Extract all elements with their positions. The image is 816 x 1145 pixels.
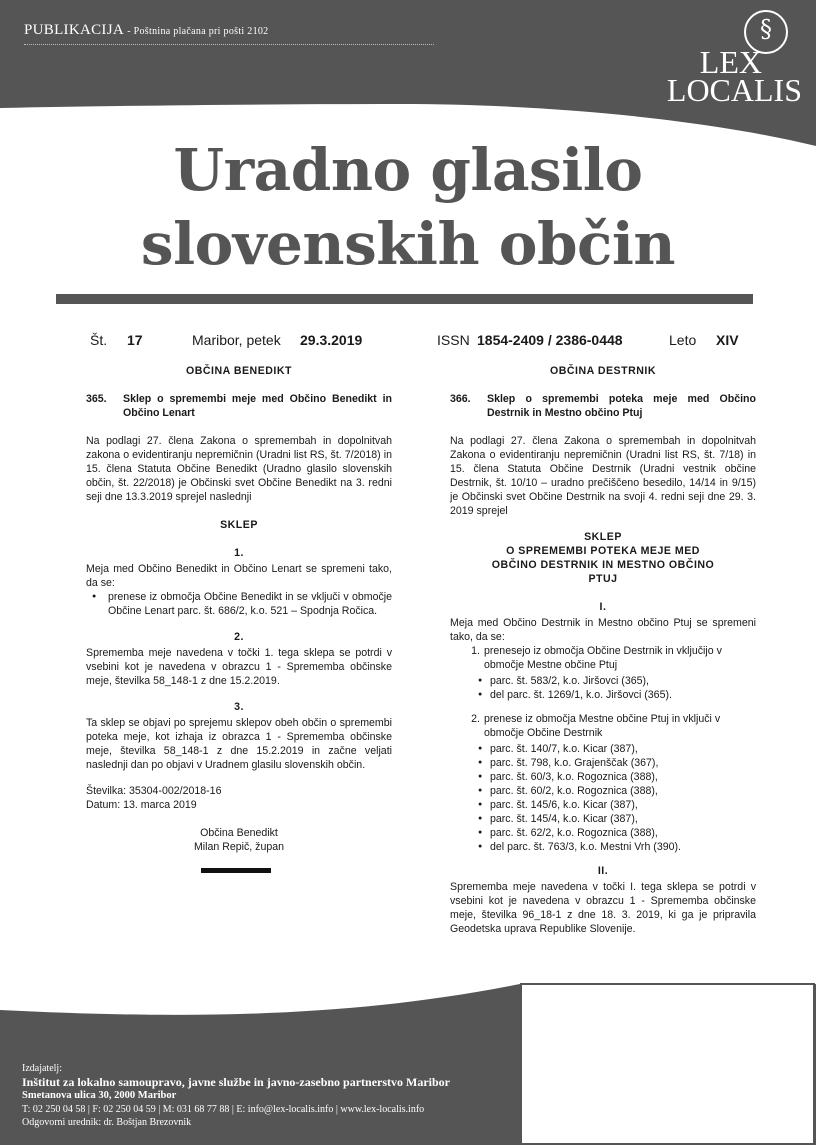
logo-text-lex: LEX [699,44,762,80]
parcel-list [450,742,756,854]
end-of-act-bar [201,868,271,873]
section-number: 3. [234,701,244,713]
left-column [86,364,392,873]
parcel-item: ● del parc. št. 1269/1, k.o. Jiršovci (365). [450,688,756,702]
numbered-list [450,644,756,672]
year-label: Leto [669,332,697,348]
signature-name: Milan Repič, župan [193,841,285,853]
publisher-contacts: T: 02 250 04 58 | F: 02 250 04 59 | M: 031 68 77 88 | E: info@lex-localis.info | www.lex-localis.info [22,1103,425,1115]
list-item [450,644,756,672]
parcel-item: ● parc. št. 140/7, k.o. Kicar (387), [450,742,756,756]
parcel-item: ● parc. št. 60/2, k.o. Rogoznica (388), [450,784,756,798]
parcel-item: ● del parc. št. 763/3, k.o. Mestni Vrh (390). [450,840,756,854]
section-number: 2. [234,631,244,643]
publisher-address: Smetanova ulica 30, 2000 Maribor [22,1090,177,1101]
section-number: I. [599,601,607,613]
footer-publisher-block [22,1062,450,1130]
bullet-list [86,590,392,618]
postage-note: - Poštnina plačana pri pošti 2102 [127,26,269,37]
list-item: ● prenese iz območja Občine Benedikt in se vključi v območje Občine Lenart parc. št. 686/2, k.o. 521 – Spodnja Ročica. [86,590,392,618]
document-number: Številka: 35304-002/2018-16 [86,785,222,797]
masthead-title-line2: slovenskih občin [140,210,676,278]
decision-heading: SKLEP [584,531,622,543]
act-title: Sklep o spremembi poteka meje med Občino Destrnik in Mestno občino Ptuj [487,393,756,419]
section-number: II. [597,865,609,877]
list-item [450,712,756,740]
parcel-item: ● parc. št. 583/2, k.o. Jiršovci (365), [450,674,756,688]
issue-number: 17 [127,332,143,348]
masthead-title-line1: Uradno glasilo [173,136,643,204]
issue-st-label: Št. [90,332,108,348]
title-rule [56,294,753,304]
responsible-editor: Odgovorni urednik: dr. Boštjan Brezovnik [22,1117,192,1128]
issue-place-day: Maribor, petek [192,332,281,348]
act-title-block [86,392,392,420]
footer-blank-box [520,983,815,1145]
act-title: Sklep o spremembi meje med Občino Benedikt in Občino Lenart [123,393,392,419]
signature-org: Občina Benedikt [200,827,278,839]
header-dotted-rule [24,44,434,45]
section-text: Meja med Občino Benedikt in Občino Lenart se spremeni tako, da se: [86,563,392,589]
parcel-item: ● parc. št. 145/4, k.o. Kicar (387), [450,812,756,826]
preamble: Na podlagi 27. člena Zakona o spremembah in dopolnitvah Zakona o evidentiranju nepremičnin (Uradni list RS, št. 7/18) in 15. člena Statuta Občine Destrnik (Uradni vestnik občine Destrnik, št. 10/10 – uradno prečiščeno besedilo, 14/14 in 9/15) je Občinski svet Občine Destrnik na svoji 4. redni seji dne 29. 3. 2019 sprejel [450,435,756,517]
year-value: XIV [716,332,739,348]
parcel-item: ● parc. št. 798, k.o. Grajenščak (367), [450,756,756,770]
item-text: prenesejo iz območja Občine Destrnik in vključijo v območje Mestne občine Ptuj [484,645,722,671]
decision-heading: SKLEP [220,519,258,531]
act-number: 366. [450,393,471,405]
item-text: prenese iz območja Mestne občine Ptuj in vključi v območje Občine Destrnik [484,713,721,739]
numbered-list [450,712,756,740]
preamble: Na podlagi 27. člena Zakona o spremembah in dopolnitvah zakona o evidentiranju nepremičnin (Uradni list RS, št. 7/2018) in 15. člena Statuta Občine Benedikt (Uradno glasilo slovenskih občin, št. 22/2018) je Občinski svet Občine Benedikt na 3. redni seji dne 13.3.2019 sprejel naslednji [86,435,392,503]
municipality-heading: OBČINA BENEDIKT [186,365,292,377]
publication-label: PUBLIKACIJA [24,22,124,38]
parcel-item: ● parc. št. 60/3, k.o. Rogoznica (388), [450,770,756,784]
section-sign-icon: § [760,15,772,43]
right-column [450,364,756,948]
section-text: Meja med Občino Destrnik in Mestno občino Ptuj se spremeni tako, da se: [450,617,756,643]
logo-text-localis: LOCALIS [666,72,802,108]
issn-label: ISSN [437,332,470,348]
lex-localis-logo [666,10,802,108]
issue-date: 29.3.2019 [300,332,363,348]
section-number: 1. [234,547,244,559]
issn-number: 1854-2409 / 2386-0448 [477,332,623,348]
item-number: 1. [471,645,480,657]
publisher-label: Izdajatelj: [22,1063,62,1074]
publisher-institute: Inštitut za lokalno samoupravo, javne službe in javno-zasebno partnerstvo Maribor [22,1074,451,1089]
municipality-heading: OBČINA DESTRNIK [550,365,656,377]
act-number: 365. [86,393,107,405]
act-title-block [450,392,756,420]
parcel-list [450,674,756,702]
document-date: Datum: 13. marca 2019 [86,799,197,811]
section-text: Sprememba meje navedena v točki I. tega sklepa se potrdi v vsebini kot je navedena v obrazcu 1 - Sprememba občinske meje, številka 96_18-1 z dne 18. 3. 2019, ki ga je pripravila Geodetska uprava Republike Slovenije. [450,881,756,935]
parcel-item: ● parc. št. 145/6, k.o. Kicar (387), [450,798,756,812]
publication-line [24,22,269,39]
parcel-item: ● parc. št. 62/2, k.o. Rogoznica (388), [450,826,756,840]
decision-subheading: O SPREMEMBI POTEKA MEJE MED OBČINO DESTRNIK IN MESTNO OBČINO PTUJ [491,545,715,585]
section-text: Ta sklep se objavi po sprejemu sklepov obeh občin o spremembi poteka meje, kot izhaja iz obrazca 1 - Sprememba občinske meje, številka 58_148-1 z dne 15.2.2019 in začne veljati naslednji dan po objavi v Uradnem glasilu slovenskih občin. [86,717,392,771]
section-text: Sprememba meje navedena v točki 1. tega sklepa se potrdi v vsebini kot je navedena v obrazcu 1 - Sprememba občinske meje, številka 58_148-1 z dne 15.2.2019. [86,647,392,687]
item-number: 2. [471,713,480,725]
